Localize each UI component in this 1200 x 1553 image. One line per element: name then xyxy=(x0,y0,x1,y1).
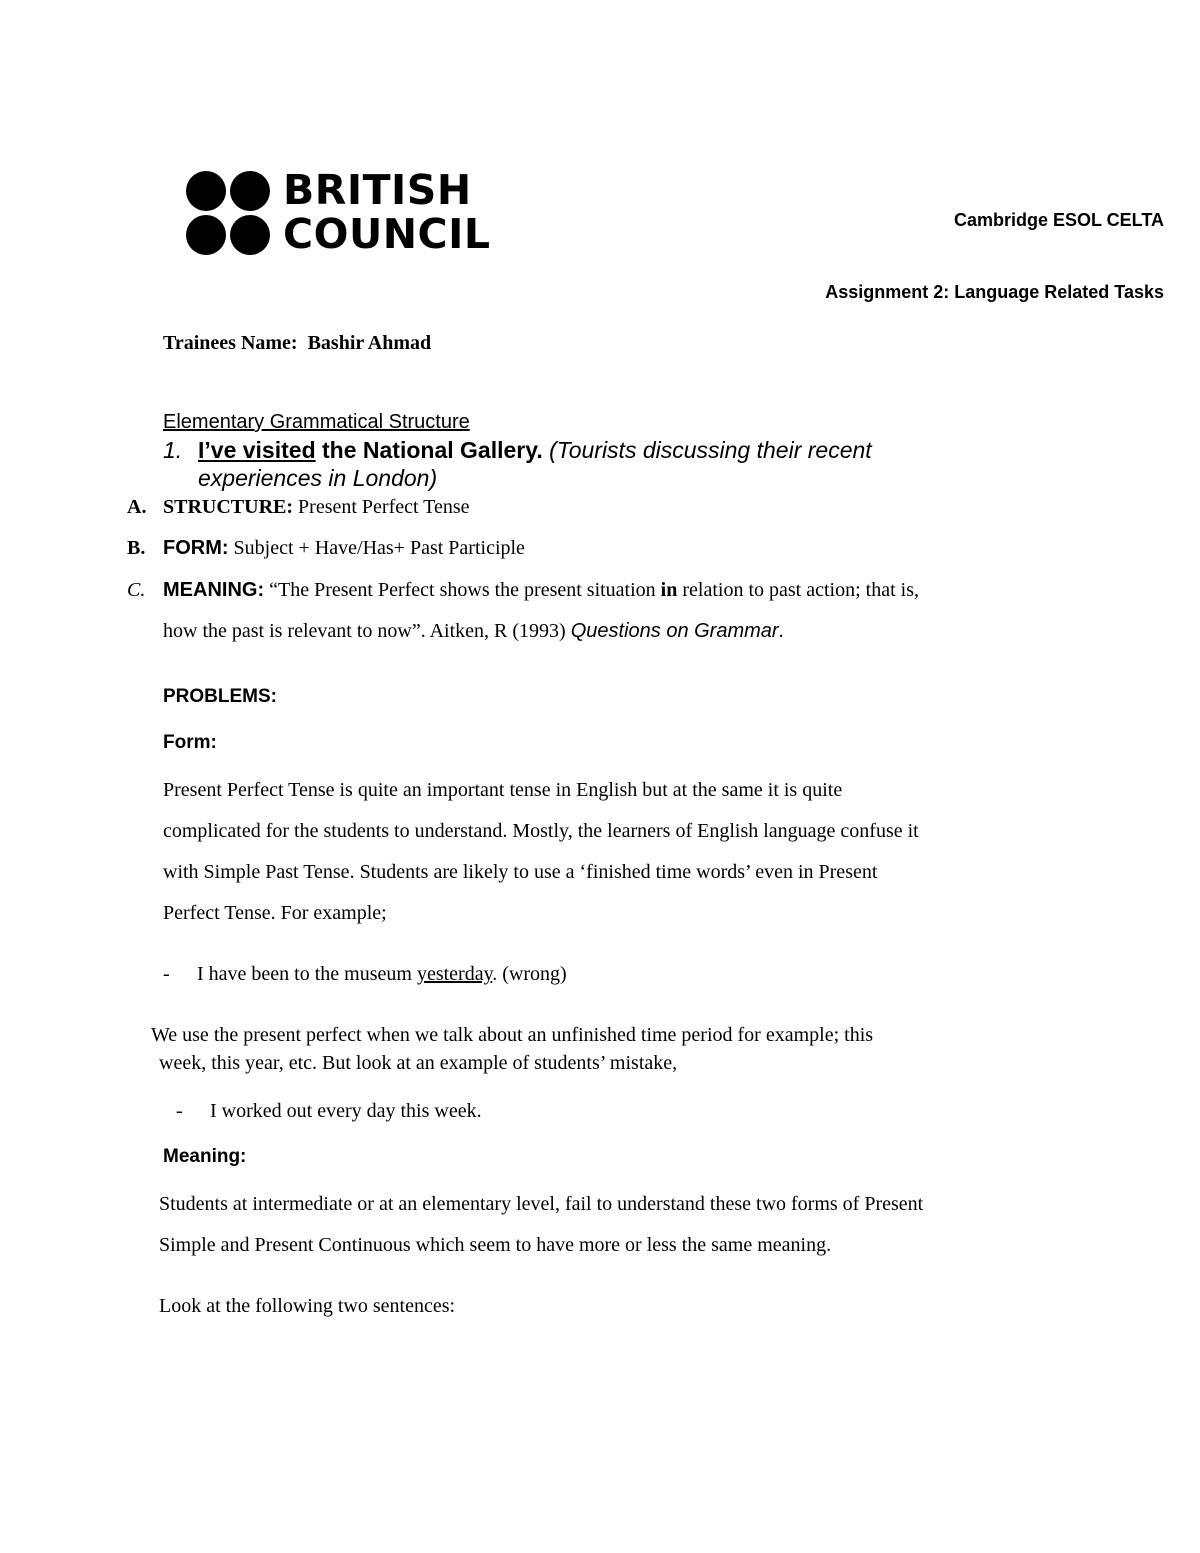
meaning-heading: Meaning: xyxy=(163,1146,247,1167)
meaning-text-1b: in xyxy=(660,579,678,601)
problems-heading: PROBLEMS: xyxy=(163,686,277,707)
meaning-text-2c: . xyxy=(778,620,784,642)
course-title: Cambridge ESOL CELTA xyxy=(953,210,1164,230)
form-para-line-2: complicated for the students to understand. Mostly, the learners of English language confuse it xyxy=(163,820,919,842)
logo-dot-icon xyxy=(230,215,270,255)
example-1-underlined: yesterday xyxy=(416,963,493,985)
meaning-para-line-2: Simple and Present Continuous which seem to have more or less the same meaning. xyxy=(159,1234,832,1256)
form-para-line-4: Perfect Tense. For example; xyxy=(163,902,387,924)
example-1-post: . (wrong) xyxy=(492,963,567,985)
form-label: FORM: xyxy=(163,537,229,559)
example-2-dash: - xyxy=(176,1100,183,1122)
form-value: Subject + Have/Has+ Past Participle xyxy=(228,537,525,559)
form-heading: Form: xyxy=(163,732,217,753)
meaning-text-1a: “The Present Perfect shows the present situation xyxy=(264,579,661,601)
logo-dot-icon xyxy=(230,171,270,211)
section-heading-text: Elementary Grammatical Structure xyxy=(163,411,470,433)
meaning-para-line-1: Students at intermediate or at an elementary level, fail to understand these two forms of Present xyxy=(159,1193,924,1215)
citation-title: Questions on Grammar xyxy=(570,620,779,642)
unfinished-para-line-1: We use the present perfect when we talk about an unfinished time period for example; this xyxy=(151,1024,874,1046)
marker-a: A. xyxy=(127,496,147,518)
logo-dot-icon xyxy=(186,215,226,255)
meaning-line-2 xyxy=(163,618,784,644)
item-context-2: experiences in London) xyxy=(198,465,438,491)
trainee-line xyxy=(163,330,431,356)
logo-line-1: BRITISH xyxy=(283,166,472,214)
logo-line-2: COUNCIL xyxy=(283,210,491,258)
logo-dot-icon xyxy=(186,171,226,211)
section-heading xyxy=(163,410,470,434)
item-sentence-rest: the National Gallery. xyxy=(315,437,543,463)
structure-value: Present Perfect Tense xyxy=(293,496,470,518)
item-context-1: (Tourists discussing their recent xyxy=(542,437,872,463)
form-para-line-3: with Simple Past Tense. Students are likely to use a ‘finished time words’ even in Present xyxy=(163,861,878,883)
meaning-text-1c: relation to past action; that is, xyxy=(677,579,919,601)
assignment-title: Assignment 2: Language Related Tasks xyxy=(825,282,1164,302)
meaning-text-2a: how the past is relevant to now”. Aitken, R (1993) xyxy=(163,620,571,642)
item-sentence-underlined: I’ve visited xyxy=(198,437,316,463)
example-1-pre: I have been to the museum xyxy=(197,963,417,985)
meaning-label: MEANING: xyxy=(163,579,265,601)
trainee-name: Bashir Ahmad xyxy=(307,332,432,354)
item-number: 1. xyxy=(163,437,183,463)
unfinished-para-line-2: week, this year, etc. But look at an example of students’ mistake, xyxy=(159,1052,678,1074)
look-line: Look at the following two sentences: xyxy=(159,1295,456,1317)
item-1-line-1 xyxy=(163,436,872,464)
trainee-label: Trainees Name: xyxy=(163,332,298,354)
form-para-line-1: Present Perfect Tense is quite an important tense in English but at the same it is quite xyxy=(163,779,843,801)
marker-b: B. xyxy=(127,537,146,559)
structure-label: STRUCTURE: xyxy=(163,496,294,518)
british-council-logo xyxy=(186,168,496,258)
example-1-dash: - xyxy=(163,963,170,985)
marker-c: C. xyxy=(127,579,146,601)
example-2-text: I worked out every day this week. xyxy=(210,1100,482,1122)
